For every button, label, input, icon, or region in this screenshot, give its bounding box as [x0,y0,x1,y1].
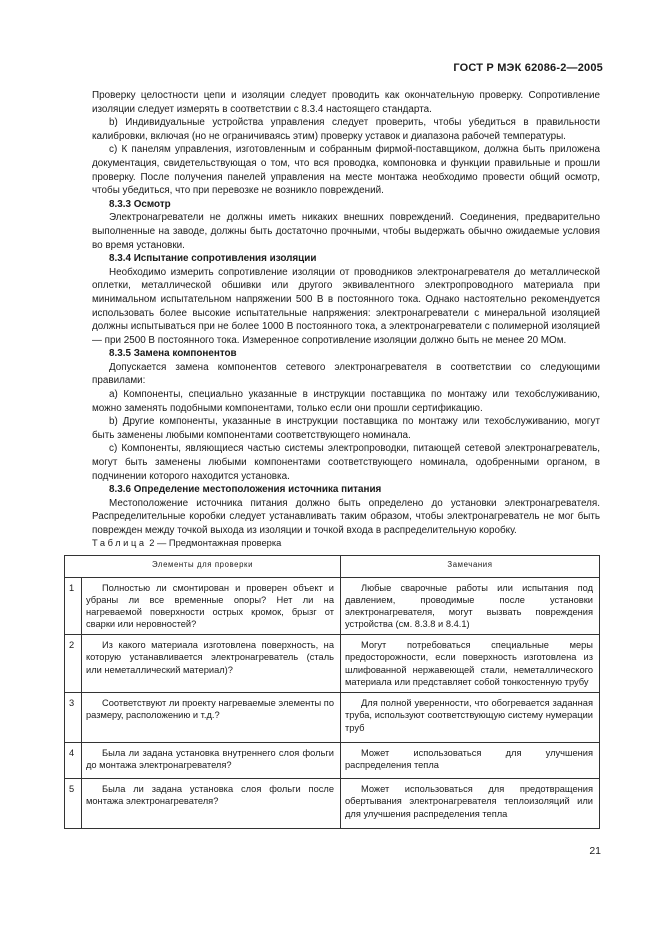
table-header-row [65,556,600,578]
table-row [65,743,600,779]
row-number: 3 [65,693,82,743]
item-cell: Полностью ли смонтирован и проверен объект и убраны ли все временные опоры? Нет ли на нагреваемой поверхности острых кромок, брызг от сварки или неровностей? [82,578,341,635]
document-header: ГОСТ Р МЭК 62086-2—2005 [453,62,603,74]
pre-installation-table [64,555,600,829]
row-number: 5 [65,779,82,829]
table-caption-word: Таблица [92,538,147,548]
paragraph: Допускается замена компонентов сетевого электронагревателя в соответствии со следующими правилами: [92,361,600,387]
section-heading: 8.3.4 Испытание сопротивления изоляции [109,253,317,265]
note-cell: Для полной уверенности, что обогревается заданная труба, используют соответствующую систему нумерации труб [341,693,600,743]
item-cell: Из какого материала изготовлена поверхность, на которую устанавливается электронагреватель (сталь или неметаллический материал)? [82,635,341,693]
table-row [65,578,600,635]
note-cell: Может использоваться для улучшения распределения тепла [341,743,600,779]
item-cell: Соответствуют ли проекту нагреваемые элементы по размеру, расположению и т.д.? [82,693,341,743]
item-cell: Была ли задана установка слоя фольги после монтажа электронагревателя? [82,779,341,829]
section-heading: 8.3.3 Осмотр [109,198,171,210]
paragraph: Проверку целостности цепи и изоляции следует проводить как окончательную проверку. Сопротивление изоляции следует измерять в соответствии с 8.3.4 настоящего стандарта. [92,90,600,115]
page-number: 21 [589,845,601,857]
section-heading: 8.3.5 Замена компонентов [109,348,237,360]
paragraph: Местоположение источника питания должно быть определено до установки электронагревателя. Распределительные коробки следует устанавливать таким образом, чтобы электронагреватель не мог быть поврежден между точкой выхода из изоляции и точкой входа в распределительную коробку. [92,497,600,536]
note-cell: Любые сварочные работы или испытания под давлением, проводимые после установки электронагревателя, могут вызвать повреждения устройства (см. 8.3.8 и 8.4.1) [341,578,600,635]
table-caption [92,538,281,548]
paragraph: c) К панелям управления, изготовленным и собранным фирмой-поставщиком, должна быть приложена документация, свидетельствующая о том, что вся проводка, компоновка и функции правильные и прошли проверку. После получения панелей управления на месте монтажа необходимо провести общий осмотр, чтобы убедиться, что при перевозке не возникло повреждений. [92,144,600,197]
column-header-items: Элементы для проверки [65,556,341,578]
table-row [65,779,600,829]
paragraph: a) Компоненты, специально указанные в инструкции поставщика по монтажу или техобслуживанию, можно заменять подобными компонентами, только если они прошли сертификацию. [92,389,600,414]
column-header-notes: Замечания [341,556,600,578]
row-number: 2 [65,635,82,693]
item-cell: Была ли задана установка внутреннего слоя фольги до монтажа электронагревателя? [82,743,341,779]
paragraph: b) Другие компоненты, указанные в инструкции поставщика по монтажу или техобслуживанию, могут быть заменены любыми компонентами соответствующего номинала. [92,416,600,441]
body-text [92,89,600,538]
section-heading: 8.3.6 Определение местоположения источника питания [109,484,382,496]
note-cell: Могут потребоваться специальные меры предосторожности, если поверхность изготовлена из шлифованной нержавеющей стали, неметаллического материала или представляет собой тонкостенную трубу [341,635,600,693]
paragraph: Электронагреватели не должны иметь никаких внешних повреждений. Соединения, предварительно выполненные на заводе, должны быть достаточно прочными, чтобы выдержать обычно ожидаемые условия во время установки. [92,212,600,251]
table-row [65,693,600,743]
row-number: 4 [65,743,82,779]
table-caption-text: 2 — Предмонтажная проверка [149,538,282,548]
paragraph: b) Индивидуальные устройства управления следует проверить, чтобы убедиться в правильности калибровки, включая (но не ограничиваясь этим) проверку уставок и диапазона рабочей температуры. [92,117,600,142]
table-row [65,635,600,693]
note-cell: Может использоваться для предотвращения обертывания электронагревателя теплоизоляций или для улучшения распределения тепла [341,779,600,829]
row-number: 1 [65,578,82,635]
paragraph: Необходимо измерить сопротивление изоляции от проводников электронагревателя до металлической оплетки, металлической обшивки или другого эквивалентного электропроводного материала при минимальном испытательном напряжении 500 В в постоянного тока. Однако настоятельно рекомендуется использовать более высокие испытательные напряжения: электронагреватели с минеральной изоляцией должны испытываться при не более 1000 В постоянного тока, а электронагреватели с полимерной изоляцией — при 2500 В постоянного тока. Измеренное сопротивление изоляции должно быть не менее 20 МОм. [92,266,600,346]
paragraph: c) Компоненты, являющиеся частью системы электропроводки, питающей сетевой электронагреватель, могут быть заменены любыми компонентами соответствующего номинала, одобренными органом, в подчинении которого находится установка. [92,443,600,482]
